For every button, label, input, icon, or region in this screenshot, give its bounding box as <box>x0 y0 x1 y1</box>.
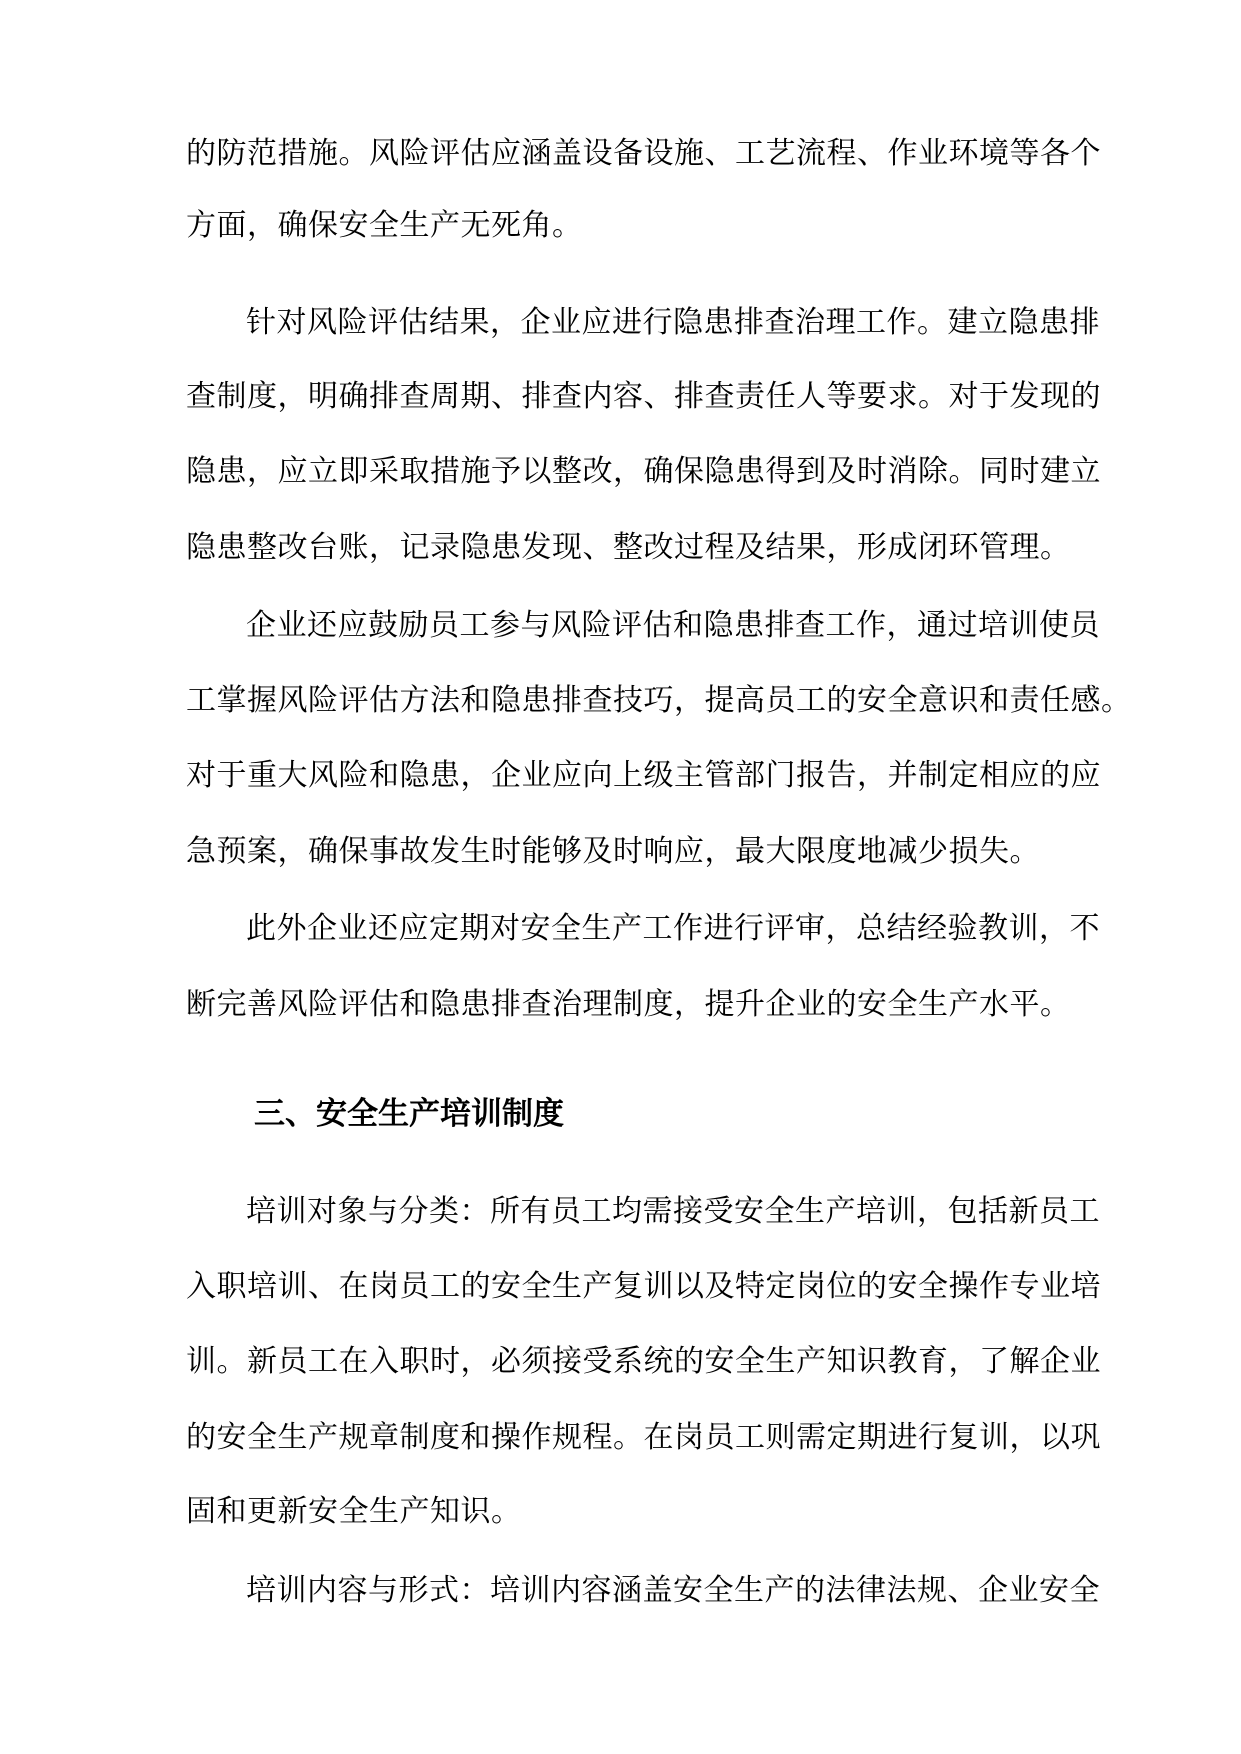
paragraph-line: 的安全生产规章制度和操作规程。在岗员工则需定期进行复训，以巩 <box>186 1420 1101 1455</box>
paragraph-line: 查制度，明确排查周期、排查内容、排查责任人等要求。对于发现的 <box>186 379 1101 414</box>
paragraph-line: 工掌握风险评估方法和隐患排查技巧，提高员工的安全意识和责任感。 <box>186 683 1132 718</box>
paragraph-line: 培训内容与形式：培训内容涵盖安全生产的法律法规、企业安全 <box>246 1573 1100 1608</box>
paragraph-line: 方面，确保安全生产无死角。 <box>186 208 583 243</box>
paragraph-line: 隐患整改台账，记录隐患发现、整改过程及结果，形成闭环管理。 <box>186 530 1071 565</box>
paragraph-line: 针对风险评估结果，企业应进行隐患排查治理工作。建立隐患排 <box>246 305 1100 340</box>
paragraph-line: 对于重大风险和隐患，企业应向上级主管部门报告，并制定相应的应 <box>186 758 1101 793</box>
paragraph-line: 训。新员工在入职时，必须接受系统的安全生产知识教育，了解企业 <box>186 1344 1101 1379</box>
paragraph-line: 断完善风险评估和隐患排查治理制度，提升企业的安全生产水平。 <box>186 987 1071 1022</box>
paragraph-line: 急预案，确保事故发生时能够及时响应，最大限度地减少损失。 <box>186 834 1040 869</box>
paragraph-line: 入职培训、在岗员工的安全生产复训以及特定岗位的安全操作专业培 <box>186 1269 1101 1304</box>
paragraph-line: 固和更新安全生产知识。 <box>186 1494 522 1529</box>
paragraph-line: 的防范措施。风险评估应涵盖设备设施、工艺流程、作业环境等各个 <box>186 136 1101 171</box>
paragraph-line: 此外企业还应定期对安全生产工作进行评审，总结经验教训，不 <box>246 911 1100 946</box>
paragraph-line: 企业还应鼓励员工参与风险评估和隐患排查工作，通过培训使员 <box>246 608 1100 643</box>
section-heading: 三、安全生产培训制度 <box>254 1096 564 1132</box>
paragraph-line: 培训对象与分类：所有员工均需接受安全生产培训，包括新员工 <box>246 1194 1100 1229</box>
paragraph-line: 隐患，应立即采取措施予以整改，确保隐患得到及时消除。同时建立 <box>186 454 1101 489</box>
